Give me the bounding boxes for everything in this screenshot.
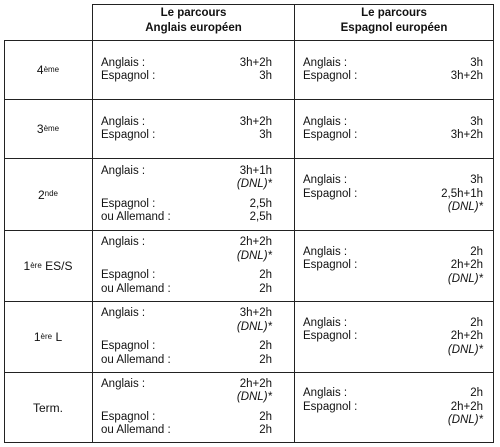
hours-value: 2h <box>470 316 483 329</box>
hours-value: 3h <box>470 115 483 128</box>
hours-value: 2h <box>259 424 272 436</box>
hours-value: 2h+2h <box>450 259 483 272</box>
column-divider <box>294 4 295 443</box>
subject-label: Espagnol : <box>101 410 156 423</box>
hours-line <box>303 401 483 415</box>
dnl-text: (DNL)* <box>236 178 272 190</box>
hours-line <box>303 116 483 130</box>
schedule-cell <box>101 41 272 99</box>
hours-line <box>303 259 483 273</box>
subject-label: ou Allemand : <box>101 282 171 295</box>
level-number: Term. <box>33 400 63 415</box>
hours-line <box>101 116 272 130</box>
hours-value: 2h+2h <box>239 236 272 248</box>
dnl-note <box>303 273 483 287</box>
dnl-text: (DNL)* <box>447 201 483 214</box>
level-label <box>4 231 92 301</box>
header-line: Le parcours <box>361 7 427 19</box>
hours-value: 2,5h+1h <box>441 187 483 200</box>
dnl-text: (DNL)* <box>447 272 483 285</box>
hours-line <box>303 174 483 188</box>
dnl-text: (DNL)* <box>447 343 483 356</box>
subject-label: Espagnol : <box>101 129 156 141</box>
dnl-note <box>101 321 272 335</box>
schedule-cell <box>303 41 483 99</box>
dnl-note <box>101 391 272 405</box>
level-label <box>4 100 92 158</box>
hours-line <box>101 411 272 425</box>
level-number: 1 <box>33 330 41 344</box>
hours-value: 2,5h <box>249 197 272 210</box>
hours-line <box>101 129 272 143</box>
hours-value: 2,5h <box>249 211 272 223</box>
level-superscript: ère <box>40 331 53 341</box>
level-number: 4 <box>36 63 44 77</box>
hours-value: 3h+2h <box>239 307 272 319</box>
subject-label: Espagnol : <box>303 400 358 413</box>
level-number: 1 <box>23 259 31 273</box>
subject-label: Anglais : <box>303 56 348 69</box>
subject-label: Espagnol : <box>303 330 358 343</box>
hours-line <box>101 283 272 297</box>
subject-label: Anglais : <box>303 387 348 400</box>
hours-value: 2h <box>259 269 272 281</box>
subject-label: Anglais : <box>303 174 348 187</box>
hours-line <box>101 269 272 283</box>
subject-label: Anglais : <box>101 164 146 177</box>
subject-label: Espagnol : <box>101 70 156 82</box>
level-superscript: ème <box>43 64 60 74</box>
hours-value: 2h <box>259 410 272 423</box>
hours-line <box>101 57 272 71</box>
dnl-note <box>101 250 272 264</box>
hours-line <box>101 307 272 321</box>
hours-value: 2h <box>259 282 272 295</box>
column-divider <box>92 4 93 443</box>
hours-line <box>303 317 483 331</box>
hours-line <box>303 188 483 202</box>
hours-value: 2h <box>470 245 483 258</box>
header-line: Espagnol européen <box>340 22 448 34</box>
hours-line <box>303 330 483 344</box>
hours-value: 2h <box>259 353 272 366</box>
dnl-note <box>101 178 272 192</box>
subject-label: Anglais : <box>101 307 146 319</box>
hours-line <box>303 70 483 84</box>
level-suffix: L <box>55 330 63 344</box>
hours-line <box>303 129 483 143</box>
hours-line <box>303 387 483 401</box>
schedule-cell <box>303 373 483 442</box>
hours-line <box>101 198 272 212</box>
dnl-text: (DNL)* <box>236 391 272 403</box>
level-number: 2 <box>37 187 45 202</box>
dnl-text: (DNL)* <box>236 320 272 333</box>
header-anglais-europeen <box>93 4 294 38</box>
level-label <box>4 159 92 230</box>
hours-value: 3h+2h <box>239 56 272 69</box>
subject-label: ou Allemand : <box>101 424 171 436</box>
dnl-text: (DNL)* <box>447 414 483 427</box>
level-superscript: ère <box>30 260 42 270</box>
hours-value: 3h+2h <box>450 129 483 141</box>
hours-line <box>101 211 272 225</box>
subject-label: Anglais : <box>303 245 348 258</box>
hours-line <box>101 424 272 438</box>
hours-value: 3h <box>470 56 483 69</box>
header-espagnol-europeen <box>295 4 493 38</box>
level-label <box>4 41 92 99</box>
schedule-cell <box>303 100 483 158</box>
hours-value: 3h+2h <box>239 115 272 128</box>
header-line: Anglais européen <box>145 22 242 34</box>
subject-label: ou Allemand : <box>101 211 171 223</box>
subject-label: Anglais : <box>101 236 146 248</box>
schedule-cell <box>101 100 272 158</box>
subject-label: Espagnol : <box>303 187 358 200</box>
schedule-cell <box>303 159 483 230</box>
hours-line <box>101 236 272 250</box>
subject-label: Espagnol : <box>101 197 156 210</box>
subject-label: Anglais : <box>101 56 146 69</box>
hours-value: 3h <box>470 174 483 187</box>
hours-value: 3h+1h <box>239 164 272 177</box>
hours-value: 2h+2h <box>450 400 483 413</box>
subject-label: Espagnol : <box>101 340 156 352</box>
hours-value: 2h <box>470 387 483 400</box>
hours-line <box>101 340 272 354</box>
hours-value: 2h+2h <box>239 377 272 390</box>
level-label <box>4 302 92 372</box>
hours-value: 3h+2h <box>450 70 483 82</box>
level-superscript: ème <box>43 123 60 133</box>
schedule-cell <box>303 302 483 372</box>
schedule-cell <box>101 231 272 301</box>
level-suffix: ES/S <box>45 259 73 273</box>
subject-label: Anglais : <box>101 377 146 390</box>
hours-value: 2h+2h <box>450 330 483 343</box>
dnl-note <box>303 344 483 358</box>
hours-value: 3h <box>259 70 272 82</box>
subject-label: Anglais : <box>303 316 348 329</box>
schedule-cell <box>101 373 272 442</box>
subject-label: ou Allemand : <box>101 353 171 366</box>
table-border-bottom <box>4 442 494 443</box>
hours-line <box>101 165 272 179</box>
schedule-cell <box>101 302 272 372</box>
subject-label: Espagnol : <box>303 259 358 272</box>
hours-line <box>303 246 483 260</box>
subject-label: Espagnol : <box>101 269 156 281</box>
dnl-note <box>303 201 483 215</box>
hours-line <box>101 354 272 368</box>
hours-line <box>303 57 483 71</box>
level-superscript: nde <box>44 189 59 198</box>
table-border-right <box>493 4 494 443</box>
hours-line <box>101 70 272 84</box>
hours-line <box>101 378 272 392</box>
schedule-cell <box>303 231 483 301</box>
header-line: Le parcours <box>160 7 227 19</box>
subject-label: Espagnol : <box>303 70 358 82</box>
dnl-note <box>303 414 483 428</box>
level-label <box>4 373 92 442</box>
hours-value: 3h <box>259 129 272 141</box>
schedule-cell <box>101 159 272 230</box>
subject-label: Anglais : <box>101 115 146 128</box>
subject-label: Espagnol : <box>303 129 358 141</box>
dnl-text: (DNL)* <box>236 249 272 262</box>
subject-label: Anglais : <box>303 115 348 128</box>
level-number: 3 <box>36 122 44 136</box>
hours-value: 2h <box>259 340 272 352</box>
